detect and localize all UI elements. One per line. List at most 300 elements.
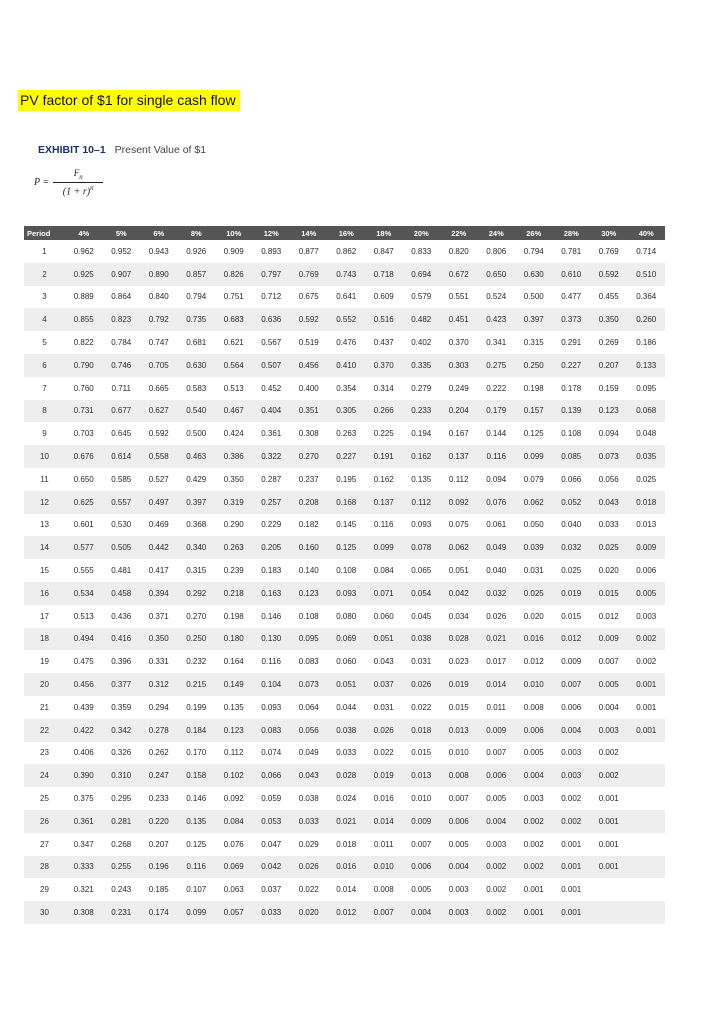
pv-factor-cell: 0.062	[440, 536, 478, 559]
pv-factor-cell: 0.650	[65, 468, 103, 491]
pv-factor-cell: 0.625	[65, 491, 103, 514]
pv-factor-cell: 0.455	[590, 286, 628, 309]
pv-factor-cell: 0.424	[215, 422, 253, 445]
pv-factor-cell: 0.359	[103, 696, 141, 719]
period-cell: 14	[24, 536, 65, 559]
pv-factor-cell: 0.005	[403, 878, 441, 901]
pv-factor-cell: 0.429	[178, 468, 216, 491]
pv-factor-cell: 0.005	[628, 582, 666, 605]
pv-factor-cell: 0.275	[478, 354, 516, 377]
pv-factor-cell: 0.555	[65, 559, 103, 582]
pv-factor-cell: 0.199	[178, 696, 216, 719]
period-cell: 28	[24, 856, 65, 879]
column-header-rate: 5%	[103, 226, 141, 240]
pv-factor-cell: 0.862	[328, 240, 366, 263]
column-header-rate: 30%	[590, 226, 628, 240]
pv-factor-cell: 0.351	[290, 400, 328, 423]
pv-factor-cell: 0.043	[590, 491, 628, 514]
pv-factor-cell: 0.035	[628, 445, 666, 468]
pv-factor-cell: 0.116	[365, 514, 403, 537]
pv-factor-cell: 0.907	[103, 263, 141, 286]
pv-factor-cell: 0.125	[178, 833, 216, 856]
pv-factor-cell: 0.794	[515, 240, 553, 263]
pv-factor-cell: 0.335	[403, 354, 441, 377]
pv-factor-cell: 0.014	[328, 878, 366, 901]
pv-factor-cell: 0.250	[178, 628, 216, 651]
pv-factor-cell: 0.577	[65, 536, 103, 559]
pv-factor-cell: 0.012	[328, 901, 366, 924]
pv-factor-cell: 0.437	[365, 331, 403, 354]
table-row	[24, 400, 665, 423]
pv-factor-cell: 0.303	[440, 354, 478, 377]
pv-factor-cell: 0.013	[628, 514, 666, 537]
pv-factor-cell: 0.347	[65, 833, 103, 856]
exhibit-label: EXHIBIT 10–1	[38, 144, 106, 156]
period-cell: 23	[24, 742, 65, 765]
table-row	[24, 331, 665, 354]
pv-factor-cell: 0.551	[440, 286, 478, 309]
pv-factor-cell: 0.033	[290, 810, 328, 833]
pv-factor-cell: 0.855	[65, 308, 103, 331]
table-row	[24, 878, 665, 901]
pv-factor-cell: 0.033	[328, 742, 366, 765]
pv-factor-cell: 0.610	[553, 263, 591, 286]
pv-factor-cell: 0.890	[140, 263, 178, 286]
pv-factor-cell: 0.094	[590, 422, 628, 445]
pv-factor-cell: 0.822	[65, 331, 103, 354]
pv-factor-cell: 0.179	[478, 400, 516, 423]
pv-factor-cell: 0.010	[403, 787, 441, 810]
pv-factor-cell: 0.163	[253, 582, 291, 605]
pv-factor-cell: 0.064	[290, 696, 328, 719]
pv-factor-cell: 0.266	[365, 400, 403, 423]
pv-factor-cell: 0.552	[328, 308, 366, 331]
pv-factor-cell: 0.784	[103, 331, 141, 354]
pv-factor-cell: 0.792	[140, 308, 178, 331]
pv-factor-cell: 0.004	[515, 764, 553, 787]
pv-factor-cell: 0.011	[365, 833, 403, 856]
pv-factor-cell: 0.864	[103, 286, 141, 309]
pv-factor-cell: 0.021	[328, 810, 366, 833]
pv-factor-cell: 0.021	[478, 628, 516, 651]
period-cell: 12	[24, 491, 65, 514]
pv-factor-cell: 0.711	[103, 377, 141, 400]
pv-factor-cell: 0.601	[65, 514, 103, 537]
table-row	[24, 286, 665, 309]
pv-factor-cell: 0.676	[65, 445, 103, 468]
pv-factor-cell: 0.001	[628, 719, 666, 742]
pv-factor-cell: 0.467	[215, 400, 253, 423]
pv-factor-cell: 0.008	[440, 764, 478, 787]
column-header-rate: 14%	[290, 226, 328, 240]
pv-factor-cell: 0.015	[553, 605, 591, 628]
pv-factor-cell: 0.149	[215, 673, 253, 696]
pv-factor-cell: 0.002	[553, 810, 591, 833]
pv-factor-cell: 0.893	[253, 240, 291, 263]
pv-factor-cell: 0.232	[178, 650, 216, 673]
pv-factor-cell: 0.007	[553, 673, 591, 696]
pv-factor-cell: 0.066	[253, 764, 291, 787]
pv-factor-cell: 0.012	[590, 605, 628, 628]
pv-factor-cell: 0.011	[478, 696, 516, 719]
column-header-rate: 8%	[178, 226, 216, 240]
period-cell: 13	[24, 514, 65, 537]
pv-factor-cell: 0.243	[103, 878, 141, 901]
pv-factor-cell: 0.026	[478, 605, 516, 628]
pv-factor-cell: 0.326	[103, 742, 141, 765]
pv-factor-cell: 0.159	[590, 377, 628, 400]
pv-factor-cell: 0.207	[590, 354, 628, 377]
pv-factor-cell: 0.239	[215, 559, 253, 582]
pv-factor-cell: 0.333	[65, 856, 103, 879]
pv-factor-cell: 0.436	[103, 605, 141, 628]
pv-factor-cell: 0.260	[628, 308, 666, 331]
pv-factor-cell: 0.069	[215, 856, 253, 879]
pv-factor-cell: 0.020	[590, 559, 628, 582]
pv-factor-cell: 0.494	[65, 628, 103, 651]
pv-factor-cell: 0.056	[590, 468, 628, 491]
pv-factor-cell: 0.287	[253, 468, 291, 491]
pv-factor-cell: 0.218	[215, 582, 253, 605]
pv-factor-cell: 0.003	[590, 719, 628, 742]
table-row	[24, 696, 665, 719]
pv-factor-cell: 0.497	[140, 491, 178, 514]
pv-factor-cell: 0.481	[103, 559, 141, 582]
pv-factor-cell: 0.022	[365, 742, 403, 765]
pv-factor-cell: 0.076	[215, 833, 253, 856]
column-header-rate: 22%	[440, 226, 478, 240]
pv-factor-cell: 0.073	[590, 445, 628, 468]
pv-factor-cell: 0.025	[515, 582, 553, 605]
pv-factor-cell: 0.002	[553, 787, 591, 810]
pv-factor-cell: 0.026	[290, 856, 328, 879]
pv-factor-cell: 0.144	[478, 422, 516, 445]
pv-factor-cell: 0.001	[553, 878, 591, 901]
pv-factor-cell: 0.146	[178, 787, 216, 810]
pv-factor-cell: 0.112	[215, 742, 253, 765]
pv-factor-cell: 0.534	[65, 582, 103, 605]
pv-factor-cell: 0.006	[515, 719, 553, 742]
pv-factor-cell: 0.322	[253, 445, 291, 468]
pv-factor-cell: 0.712	[253, 286, 291, 309]
pv-factor-cell: 0.183	[253, 559, 291, 582]
column-header-rate: 40%	[628, 226, 666, 240]
pv-factor-cell: 0.781	[553, 240, 591, 263]
pv-factor-cell: 0.123	[590, 400, 628, 423]
pv-factor-cell: 0.108	[328, 559, 366, 582]
pv-factor-cell: 0.482	[403, 308, 441, 331]
pv-factor-cell: 0.009	[478, 719, 516, 742]
column-header-rate: 12%	[253, 226, 291, 240]
pv-factor-cell: 0.001	[553, 901, 591, 924]
table-row	[24, 377, 665, 400]
table-header-row	[24, 226, 665, 240]
pv-factor-cell: 0.340	[178, 536, 216, 559]
pv-factor-cell: 0.249	[440, 377, 478, 400]
pv-factor-cell: 0.310	[103, 764, 141, 787]
pv-factor-cell: 0.006	[403, 856, 441, 879]
pv-factor-cell: 0.331	[140, 650, 178, 673]
pv-factor-cell: 0.456	[290, 354, 328, 377]
pv-factor-cell: 0.028	[328, 764, 366, 787]
pv-factor-cell: 0.417	[140, 559, 178, 582]
fraction-bar	[53, 182, 103, 183]
pv-factor-cell: 0.182	[290, 514, 328, 537]
period-cell: 10	[24, 445, 65, 468]
pv-factor-cell: 0.052	[553, 491, 591, 514]
pv-factor-cell: 0.135	[215, 696, 253, 719]
pv-factor-cell: 0.049	[478, 536, 516, 559]
period-cell: 25	[24, 787, 65, 810]
pv-factor-cell: 0.237	[290, 468, 328, 491]
pv-factor-cell	[628, 764, 666, 787]
pv-factor-cell: 0.022	[290, 878, 328, 901]
pv-factor-cell: 0.018	[628, 491, 666, 514]
pv-factor-cell: 0.233	[140, 787, 178, 810]
pv-factor-cell: 0.006	[478, 764, 516, 787]
pv-factor-cell: 0.308	[65, 901, 103, 924]
pv-factor-cell: 0.205	[253, 536, 291, 559]
pv-factor-cell: 0.579	[403, 286, 441, 309]
column-header-rate: 24%	[478, 226, 516, 240]
pv-factor-cell: 0.029	[290, 833, 328, 856]
pv-factor-cell: 0.025	[590, 536, 628, 559]
pv-factor-cell: 0.170	[178, 742, 216, 765]
pv-factor-cell: 0.065	[403, 559, 441, 582]
pv-factor-cell: 0.925	[65, 263, 103, 286]
period-cell: 11	[24, 468, 65, 491]
pv-factor-cell: 0.014	[365, 810, 403, 833]
pv-factor-cell: 0.527	[140, 468, 178, 491]
pv-factor-cell: 0.416	[103, 628, 141, 651]
pv-factor-cell: 0.585	[103, 468, 141, 491]
pv-factor-cell: 0.530	[103, 514, 141, 537]
period-cell: 21	[24, 696, 65, 719]
pv-factor-cell: 0.233	[403, 400, 441, 423]
pv-factor-cell: 0.094	[478, 468, 516, 491]
pv-factor-cell: 0.319	[215, 491, 253, 514]
pv-factor-cell: 0.735	[178, 308, 216, 331]
period-cell: 9	[24, 422, 65, 445]
table-row	[24, 810, 665, 833]
pv-factor-cell: 0.962	[65, 240, 103, 263]
pv-factor-cell	[628, 833, 666, 856]
pv-factor-cell: 0.290	[215, 514, 253, 537]
pv-factor-cell: 0.364	[628, 286, 666, 309]
pv-factor-cell: 0.059	[253, 787, 291, 810]
pv-factor-cell: 0.292	[178, 582, 216, 605]
pv-factor-cell: 0.510	[628, 263, 666, 286]
pv-factor-cell: 0.002	[590, 742, 628, 765]
table-row	[24, 628, 665, 651]
pv-factor-cell: 0.135	[403, 468, 441, 491]
table-row	[24, 901, 665, 924]
pv-factor-cell: 0.069	[328, 628, 366, 651]
pv-factor-cell: 0.164	[215, 650, 253, 673]
pv-factor-cell: 0.006	[628, 559, 666, 582]
pv-factor-cell: 0.005	[440, 833, 478, 856]
pv-factor-table	[24, 226, 665, 924]
pv-factor-cell: 0.592	[590, 263, 628, 286]
table-row	[24, 742, 665, 765]
pv-factor-cell: 0.295	[103, 787, 141, 810]
pv-factor-cell: 0.061	[478, 514, 516, 537]
pv-factor-cell: 0.026	[365, 719, 403, 742]
pv-factor-cell: 0.524	[478, 286, 516, 309]
pv-factor-cell: 0.137	[440, 445, 478, 468]
pv-factor-cell	[628, 856, 666, 879]
table-row	[24, 856, 665, 879]
pv-factor-cell: 0.116	[478, 445, 516, 468]
pv-factor-cell: 0.140	[290, 559, 328, 582]
pv-factor-cell: 0.012	[553, 628, 591, 651]
pv-factor-cell: 0.040	[478, 559, 516, 582]
pv-factor-cell: 0.370	[365, 354, 403, 377]
pv-factor-cell: 0.004	[553, 719, 591, 742]
pv-factor-cell: 0.044	[328, 696, 366, 719]
pv-factor-cell	[590, 878, 628, 901]
pv-factor-cell: 0.423	[478, 308, 516, 331]
pv-factor-cell: 0.198	[215, 605, 253, 628]
pv-factor-cell: 0.008	[515, 696, 553, 719]
pv-factor-cell: 0.014	[478, 673, 516, 696]
pv-factor-cell: 0.516	[365, 308, 403, 331]
pv-factor-cell: 0.350	[140, 628, 178, 651]
pv-factor-cell: 0.614	[103, 445, 141, 468]
pv-factor-cell: 0.558	[140, 445, 178, 468]
pv-factor-cell: 0.683	[215, 308, 253, 331]
table-row	[24, 491, 665, 514]
pv-factor-cell: 0.184	[178, 719, 216, 742]
pv-factor-cell: 0.194	[403, 422, 441, 445]
pv-factor-cell: 0.222	[478, 377, 516, 400]
pv-factor-cell: 0.370	[440, 331, 478, 354]
pv-factor-cell: 0.001	[590, 810, 628, 833]
pv-factor-cell: 0.375	[65, 787, 103, 810]
pv-factor-cell: 0.229	[253, 514, 291, 537]
pv-factor-cell: 0.004	[478, 810, 516, 833]
pv-factor-cell: 0.038	[328, 719, 366, 742]
pv-factor-cell: 0.130	[253, 628, 291, 651]
pv-factor-cell: 0.195	[328, 468, 366, 491]
pv-factor-cell: 0.002	[590, 764, 628, 787]
formula-lhs: P =	[34, 177, 50, 189]
pv-factor-cell: 0.769	[590, 240, 628, 263]
pv-factor-cell: 0.032	[478, 582, 516, 605]
pv-factor-cell: 0.540	[178, 400, 216, 423]
period-cell: 26	[24, 810, 65, 833]
pv-factor-cell: 0.592	[290, 308, 328, 331]
pv-factor-cell: 0.018	[328, 833, 366, 856]
pv-factor-cell: 0.672	[440, 263, 478, 286]
pv-factor-cell: 0.247	[140, 764, 178, 787]
table-row	[24, 354, 665, 377]
pv-factor-cell: 0.017	[478, 650, 516, 673]
pv-factor-cell: 0.040	[553, 514, 591, 537]
pv-factor-cell: 0.033	[590, 514, 628, 537]
table-row	[24, 240, 665, 263]
pv-factor-cell: 0.093	[328, 582, 366, 605]
pv-factor-cell: 0.227	[328, 445, 366, 468]
pv-factor-cell: 0.025	[628, 468, 666, 491]
pv-factor-cell: 0.281	[103, 810, 141, 833]
pv-factor-cell: 0.123	[290, 582, 328, 605]
pv-factor-cell: 0.012	[515, 650, 553, 673]
pv-factor-cell: 0.278	[140, 719, 178, 742]
pv-factor-cell: 0.315	[515, 331, 553, 354]
pv-factor-cell: 0.207	[140, 833, 178, 856]
pv-factor-cell: 0.060	[365, 605, 403, 628]
column-header-rate: 6%	[140, 226, 178, 240]
pv-factor-cell: 0.019	[365, 764, 403, 787]
pv-factor-cell: 0.513	[65, 605, 103, 628]
pv-factor-cell: 0.004	[590, 696, 628, 719]
period-cell: 17	[24, 605, 65, 628]
pv-factor-cell: 0.054	[403, 582, 441, 605]
pv-factor-cell: 0.746	[103, 354, 141, 377]
pv-factor-cell: 0.826	[215, 263, 253, 286]
column-header-rate: 20%	[403, 226, 441, 240]
table-row	[24, 582, 665, 605]
table-row	[24, 764, 665, 787]
period-cell: 7	[24, 377, 65, 400]
pv-factor-cell: 0.015	[440, 696, 478, 719]
table-row	[24, 605, 665, 628]
pv-factor-cell: 0.397	[178, 491, 216, 514]
table-row	[24, 308, 665, 331]
pv-factor-cell: 0.751	[215, 286, 253, 309]
pv-factor-cell: 0.174	[140, 901, 178, 924]
period-cell: 19	[24, 650, 65, 673]
pv-factor-cell: 0.013	[440, 719, 478, 742]
pv-factor-cell	[590, 901, 628, 924]
pv-factor-cell: 0.422	[65, 719, 103, 742]
pv-factor-cell: 0.160	[290, 536, 328, 559]
pv-factor-cell: 0.003	[440, 878, 478, 901]
pv-factor-cell: 0.003	[628, 605, 666, 628]
pv-factor-cell: 0.092	[215, 787, 253, 810]
pv-factor-cell: 0.116	[178, 856, 216, 879]
pv-factor-cell: 0.231	[103, 901, 141, 924]
pv-factor-cell: 0.458	[103, 582, 141, 605]
pv-factor-cell: 0.057	[215, 901, 253, 924]
pv-factor-cell: 0.042	[440, 582, 478, 605]
column-header-rate: 16%	[328, 226, 366, 240]
pv-factor-cell: 0.889	[65, 286, 103, 309]
table-row	[24, 536, 665, 559]
pv-factor-cell: 0.952	[103, 240, 141, 263]
pv-factor-cell: 0.257	[253, 491, 291, 514]
pv-factor-cell: 0.180	[215, 628, 253, 651]
pv-factor-cell: 0.167	[440, 422, 478, 445]
pv-factor-cell: 0.099	[515, 445, 553, 468]
pv-factor-cell: 0.001	[553, 856, 591, 879]
page-heading: PV factor of $1 for single cash flow	[18, 90, 240, 111]
pv-factor-cell: 0.032	[553, 536, 591, 559]
pv-factor-cell: 0.650	[478, 263, 516, 286]
pv-factor-cell: 0.020	[515, 605, 553, 628]
pv-factor-cell: 0.731	[65, 400, 103, 423]
pv-factor-cell: 0.406	[65, 742, 103, 765]
pv-factor-cell: 0.001	[553, 833, 591, 856]
pv-factor-cell: 0.225	[365, 422, 403, 445]
pv-factor-cell: 0.099	[178, 901, 216, 924]
pv-factor-cell: 0.002	[515, 810, 553, 833]
pv-factor-cell: 0.003	[553, 764, 591, 787]
pv-factor-cell: 0.001	[628, 696, 666, 719]
pv-factor-cell: 0.513	[215, 377, 253, 400]
pv-factor-cell: 0.456	[65, 673, 103, 696]
